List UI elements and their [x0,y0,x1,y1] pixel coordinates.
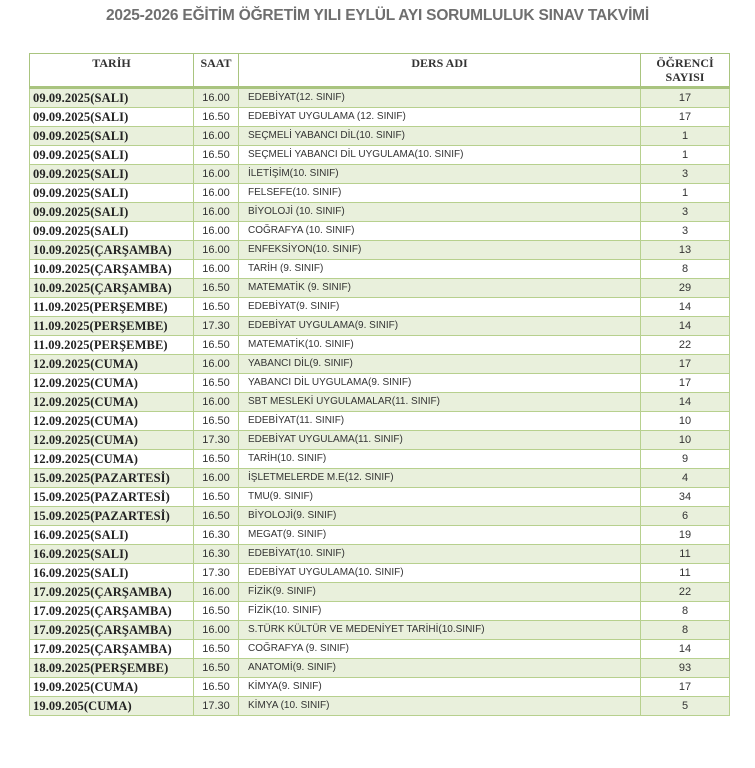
exam-time: 16.00 [194,241,239,260]
exam-date: 17.09.2025(ÇARŞAMBA) [30,640,194,659]
course-name: FELSEFE(10. SINIF) [239,184,641,203]
student-count: 17 [641,355,730,374]
table-body [30,88,730,716]
exam-date: 12.09.2025(CUMA) [30,355,194,374]
student-count: 34 [641,488,730,507]
exam-date: 11.09.2025(PERŞEMBE) [30,317,194,336]
exam-schedule-table [29,53,730,716]
table-row [30,583,730,602]
exam-date: 18.09.2025(PERŞEMBE) [30,659,194,678]
exam-time: 16.00 [194,222,239,241]
student-count: 29 [641,279,730,298]
table-row [30,165,730,184]
course-name: EDEBİYAT(12. SINIF) [239,88,641,108]
course-name: YABANCI DİL UYGULAMA(9. SINIF) [239,374,641,393]
course-name: TARİH(10. SINIF) [239,450,641,469]
course-name: BİYOLOJİ (10. SINIF) [239,203,641,222]
course-name: EDEBİYAT(9. SINIF) [239,298,641,317]
table-row [30,697,730,716]
table-row [30,88,730,108]
table-row [30,659,730,678]
exam-time: 16.50 [194,146,239,165]
course-name: TMU(9. SINIF) [239,488,641,507]
exam-date: 09.09.2025(SALI) [30,222,194,241]
course-name: ANATOMİ(9. SINIF) [239,659,641,678]
exam-date: 12.09.2025(CUMA) [30,412,194,431]
exam-time: 16.00 [194,621,239,640]
exam-date: 16.09.2025(SALI) [30,545,194,564]
exam-date: 15.09.2025(PAZARTESİ) [30,507,194,526]
exam-date: 19.09.205(CUMA) [30,697,194,716]
student-count: 9 [641,450,730,469]
student-count: 19 [641,526,730,545]
student-count: 8 [641,621,730,640]
table-row [30,317,730,336]
exam-date: 09.09.2025(SALI) [30,88,194,108]
exam-time: 17.30 [194,317,239,336]
student-count: 11 [641,564,730,583]
column-header-count-line1: ÖĞRENCİ [656,56,714,70]
student-count: 4 [641,469,730,488]
exam-time: 16.30 [194,526,239,545]
table-row [30,184,730,203]
table-row [30,450,730,469]
student-count: 22 [641,583,730,602]
course-name: FİZİK(9. SINIF) [239,583,641,602]
student-count: 93 [641,659,730,678]
student-count: 14 [641,298,730,317]
table-row [30,279,730,298]
student-count: 8 [641,602,730,621]
course-name: KİMYA(9. SINIF) [239,678,641,697]
exam-date: 10.09.2025(ÇARŞAMBA) [30,260,194,279]
course-name: EDEBİYAT UYGULAMA(9. SINIF) [239,317,641,336]
exam-date: 16.09.2025(SALI) [30,526,194,545]
table-row [30,127,730,146]
column-header-course: DERS ADI [239,54,641,88]
exam-date: 12.09.2025(CUMA) [30,431,194,450]
exam-time: 16.30 [194,545,239,564]
table-row [30,298,730,317]
table-row [30,355,730,374]
course-name: İLETİŞİM(10. SINIF) [239,165,641,184]
course-name: BİYOLOJİ(9. SINIF) [239,507,641,526]
course-name: KİMYA (10. SINIF) [239,697,641,716]
table-row [30,545,730,564]
course-name: MEGAT(9. SINIF) [239,526,641,545]
column-header-time: SAAT [194,54,239,88]
course-name: EDEBİYAT(10. SINIF) [239,545,641,564]
student-count: 17 [641,678,730,697]
student-count: 1 [641,184,730,203]
exam-time: 17.30 [194,564,239,583]
student-count: 11 [641,545,730,564]
exam-date: 09.09.2025(SALI) [30,146,194,165]
exam-time: 16.50 [194,108,239,127]
exam-time: 17.30 [194,431,239,450]
table-row [30,678,730,697]
student-count: 3 [641,203,730,222]
student-count: 5 [641,697,730,716]
course-name: EDEBİYAT UYGULAMA(10. SINIF) [239,564,641,583]
table-row [30,602,730,621]
student-count: 1 [641,146,730,165]
exam-date: 10.09.2025(ÇARŞAMBA) [30,279,194,298]
table-row [30,526,730,545]
exam-date: 16.09.2025(SALI) [30,564,194,583]
exam-time: 16.00 [194,260,239,279]
table-row [30,108,730,127]
student-count: 3 [641,222,730,241]
exam-time: 16.00 [194,469,239,488]
student-count: 10 [641,431,730,450]
course-name: COĞRAFYA (10. SINIF) [239,222,641,241]
course-name: YABANCI DİL(9. SINIF) [239,355,641,374]
student-count: 1 [641,127,730,146]
course-name: EDEBİYAT UYGULAMA (12. SINIF) [239,108,641,127]
exam-date: 19.09.2025(CUMA) [30,678,194,697]
exam-date: 12.09.2025(CUMA) [30,450,194,469]
exam-time: 16.50 [194,507,239,526]
column-header-count-line2: SAYISI [665,70,705,84]
student-count: 14 [641,317,730,336]
exam-date: 15.09.2025(PAZARTESİ) [30,469,194,488]
exam-date: 10.09.2025(ÇARŞAMBA) [30,241,194,260]
exam-date: 11.09.2025(PERŞEMBE) [30,336,194,355]
table-row [30,564,730,583]
exam-date: 09.09.2025(SALI) [30,203,194,222]
exam-date: 17.09.2025(ÇARŞAMBA) [30,583,194,602]
student-count: 17 [641,108,730,127]
exam-date: 09.09.2025(SALI) [30,127,194,146]
table-header-row [30,54,730,88]
student-count: 8 [641,260,730,279]
course-name: MATEMATİK(10. SINIF) [239,336,641,355]
table-row [30,640,730,659]
exam-time: 16.50 [194,659,239,678]
table-row [30,336,730,355]
exam-time: 16.50 [194,279,239,298]
exam-time: 16.00 [194,355,239,374]
exam-date: 09.09.2025(SALI) [30,165,194,184]
exam-date: 12.09.2025(CUMA) [30,393,194,412]
student-count: 13 [641,241,730,260]
page-title: 2025-2026 EĞİTİM ÖĞRETİM YILI EYLÜL AYI SORUMLULUK SINAV TAKVİMİ [106,7,649,24]
student-count: 3 [641,165,730,184]
exam-date: 09.09.2025(SALI) [30,184,194,203]
exam-time: 16.50 [194,488,239,507]
course-name: S.TÜRK KÜLTÜR VE MEDENİYET TARİHİ(10.SINIF) [239,621,641,640]
exam-time: 16.50 [194,374,239,393]
table-row [30,488,730,507]
exam-date: 15.09.2025(PAZARTESİ) [30,488,194,507]
table-row [30,469,730,488]
exam-date: 11.09.2025(PERŞEMBE) [30,298,194,317]
exam-time: 16.50 [194,298,239,317]
exam-time: 16.50 [194,678,239,697]
course-name: ENFEKSİYON(10. SINIF) [239,241,641,260]
exam-time: 16.50 [194,412,239,431]
exam-time: 16.50 [194,602,239,621]
column-header-student-count [641,54,730,88]
exam-date: 09.09.2025(SALI) [30,108,194,127]
course-name: COĞRAFYA (9. SINIF) [239,640,641,659]
exam-time: 16.00 [194,583,239,602]
exam-time: 17.30 [194,697,239,716]
exam-time: 16.50 [194,336,239,355]
course-name: İŞLETMELERDE M.E(12. SINIF) [239,469,641,488]
table-row [30,222,730,241]
course-name: FİZİK(10. SINIF) [239,602,641,621]
student-count: 14 [641,640,730,659]
exam-time: 16.50 [194,640,239,659]
course-name: SBT MESLEKİ UYGULAMALAR(11. SINIF) [239,393,641,412]
course-name: EDEBİYAT UYGULAMA(11. SINIF) [239,431,641,450]
exam-time: 16.00 [194,203,239,222]
table-row [30,241,730,260]
student-count: 10 [641,412,730,431]
table-row [30,393,730,412]
exam-time: 16.50 [194,450,239,469]
exam-time: 16.00 [194,184,239,203]
table-row [30,412,730,431]
exam-time: 16.00 [194,127,239,146]
course-name: TARİH (9. SINIF) [239,260,641,279]
table-row [30,621,730,640]
course-name: MATEMATİK (9. SINIF) [239,279,641,298]
table-row [30,146,730,165]
exam-date: 12.09.2025(CUMA) [30,374,194,393]
student-count: 17 [641,374,730,393]
table-row [30,203,730,222]
exam-time: 16.00 [194,165,239,184]
table-row [30,507,730,526]
column-header-date: TARİH [30,54,194,88]
table-row [30,260,730,279]
table-row [30,374,730,393]
student-count: 22 [641,336,730,355]
exam-date: 17.09.2025(ÇARŞAMBA) [30,602,194,621]
course-name: SEÇMELİ YABANCI DİL(10. SINIF) [239,127,641,146]
exam-time: 16.00 [194,393,239,412]
student-count: 6 [641,507,730,526]
table-row [30,431,730,450]
exam-time: 16.00 [194,88,239,108]
course-name: EDEBİYAT(11. SINIF) [239,412,641,431]
student-count: 14 [641,393,730,412]
course-name: SEÇMELİ YABANCI DİL UYGULAMA(10. SINIF) [239,146,641,165]
student-count: 17 [641,88,730,108]
exam-date: 17.09.2025(ÇARŞAMBA) [30,621,194,640]
